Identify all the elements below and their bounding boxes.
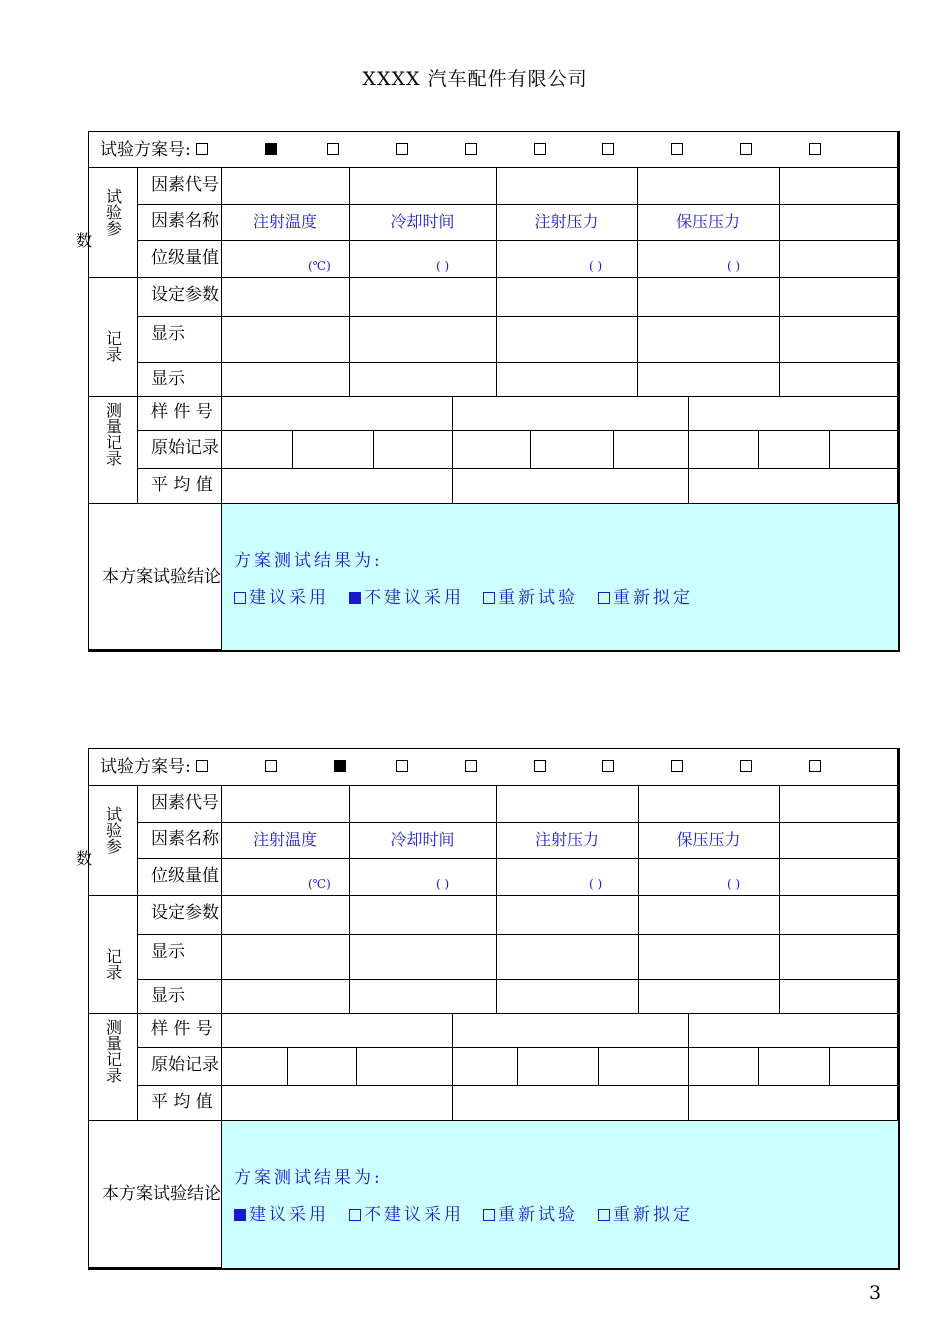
result-label: 方案测试结果为: (234, 551, 383, 571)
factor-name-2: 冷却时间 (390, 830, 455, 849)
row-divider (137, 858, 900, 859)
conclusion-label: 本方案试验结论 (102, 567, 221, 587)
row-label-level-value: 位级量值 (151, 248, 219, 268)
plan-checkbox[interactable] (465, 760, 477, 772)
row-label-display: 显示 (151, 324, 185, 344)
row-label-level-value: 位级量值 (151, 866, 219, 886)
conclusion-background (222, 504, 898, 650)
option-checkbox[interactable] (483, 592, 495, 604)
row-divider (137, 1085, 900, 1086)
factor-name-2: 冷却时间 (390, 212, 455, 231)
option-text: 重新拟定 (613, 1205, 693, 1225)
row-divider (137, 362, 900, 363)
row-label-factor-code: 因素代号 (151, 175, 219, 195)
conclusion-option-1[interactable] (234, 1200, 329, 1225)
col-divider (349, 785, 350, 1013)
plan-checkbox[interactable] (671, 143, 683, 155)
col-divider (530, 430, 531, 468)
col-divider (829, 1047, 830, 1085)
col-divider (452, 396, 453, 503)
conclusion-option-1[interactable] (234, 583, 329, 608)
unit-4: ( ) (727, 877, 741, 891)
plan-checkbox[interactable] (602, 760, 614, 772)
row-divider (137, 204, 900, 205)
option-text: 重新试验 (498, 1205, 578, 1225)
row-label-sample-no: 样 件 号 (151, 402, 213, 422)
plan-checkbox[interactable] (534, 760, 546, 772)
row-label-sample-no: 样 件 号 (151, 1019, 213, 1039)
row-divider (137, 822, 900, 823)
factor-name-3: 注射压力 (535, 830, 600, 849)
col-divider (517, 1047, 518, 1085)
col-divider (137, 167, 138, 503)
row-divider (137, 468, 900, 469)
conclusion-option-2[interactable] (349, 583, 464, 608)
plan-checkbox[interactable] (265, 143, 277, 155)
conclusion-background (222, 1121, 898, 1268)
unit-3: ( ) (589, 259, 603, 273)
plan-checkbox[interactable] (196, 760, 208, 772)
row-divider (137, 430, 900, 431)
company-title: XXXX 汽车配件有限公司 (362, 68, 588, 90)
option-checkbox[interactable] (234, 1209, 246, 1221)
col-divider (638, 785, 639, 1013)
row-label-factor-name: 因素名称 (151, 829, 219, 849)
option-text: 不建议采用 (364, 588, 464, 608)
col-divider (829, 430, 830, 468)
row-label-factor-code: 因素代号 (151, 793, 219, 813)
plan-checkbox[interactable] (327, 143, 339, 155)
conclusion-option-3[interactable] (483, 1200, 578, 1225)
factor-name-4: 保压压力 (676, 212, 741, 231)
col-divider (496, 167, 497, 396)
plan-checkbox[interactable] (740, 143, 752, 155)
plan-checkbox[interactable] (602, 143, 614, 155)
page-number: 3 (869, 1282, 882, 1304)
factor-name-1: 注射温度 (253, 830, 318, 849)
option-checkbox[interactable] (598, 1209, 610, 1221)
unit-4: ( ) (727, 259, 741, 273)
conclusion-option-4[interactable] (598, 583, 693, 608)
group-label-record: 记 录 (105, 947, 122, 982)
option-text: 建议采用 (249, 588, 329, 608)
col-divider (373, 430, 374, 468)
factor-name-1: 注射温度 (253, 212, 318, 231)
row-divider (137, 1047, 900, 1048)
option-text: 不建议采用 (364, 1205, 464, 1225)
row-label-set-param: 设定参数 (151, 903, 219, 923)
factor-name-4: 保压压力 (676, 830, 741, 849)
col-divider (637, 167, 638, 396)
group-divider (88, 503, 900, 504)
plan-checkbox[interactable] (334, 760, 346, 772)
option-checkbox[interactable] (349, 592, 361, 604)
row-divider (137, 979, 900, 980)
conclusion-label: 本方案试验结论 (102, 1184, 221, 1204)
row-label-average: 平 均 值 (151, 475, 213, 495)
plan-checkbox[interactable] (265, 760, 277, 772)
col-divider (496, 785, 497, 1013)
group-label-params: 试 验 参 (105, 805, 122, 856)
unit-2: ( ) (436, 259, 450, 273)
plan-checkbox[interactable] (671, 760, 683, 772)
group-label-params-tail: 数 (76, 849, 93, 868)
col-divider (598, 1047, 599, 1085)
group-divider (88, 1120, 900, 1121)
row-label-display: 显示 (151, 369, 185, 389)
conclusion-option-2[interactable] (349, 1200, 464, 1225)
col-divider (758, 430, 759, 468)
row-label-display: 显示 (151, 986, 185, 1006)
col-divider (221, 785, 222, 1270)
col-divider (137, 785, 138, 1120)
plan-checkbox[interactable] (740, 760, 752, 772)
unit-2: ( ) (436, 877, 450, 891)
plan-checkbox[interactable] (196, 143, 208, 155)
row-label-display: 显示 (151, 942, 185, 962)
row-divider (137, 934, 900, 935)
option-text: 建议采用 (249, 1205, 329, 1225)
plan-checkbox[interactable] (534, 143, 546, 155)
col-divider (688, 1013, 689, 1120)
plan-checkbox[interactable] (809, 760, 821, 772)
conclusion-option-3[interactable] (483, 583, 578, 608)
col-divider (613, 430, 614, 468)
option-text: 重新试验 (498, 588, 578, 608)
col-divider (452, 1013, 453, 1120)
row-divider (137, 316, 900, 317)
col-divider (292, 430, 293, 468)
group-label-params: 试 验 参 (105, 187, 122, 238)
group-divider (88, 396, 900, 397)
col-divider (758, 1047, 759, 1085)
factor-name-3: 注射压力 (534, 212, 599, 231)
group-label-params-tail: 数 (76, 231, 93, 250)
col-divider (349, 167, 350, 396)
unit-1: (℃) (308, 259, 331, 273)
option-checkbox[interactable] (598, 592, 610, 604)
row-label-raw-record: 原始记录 (151, 1055, 219, 1075)
group-divider (88, 1013, 900, 1014)
option-checkbox[interactable] (349, 1209, 361, 1221)
plan-checkbox[interactable] (465, 143, 477, 155)
plan-checkbox[interactable] (396, 760, 408, 772)
unit-3: ( ) (589, 877, 603, 891)
plan-checkbox[interactable] (396, 143, 408, 155)
col-divider (688, 396, 689, 503)
row-label-average: 平 均 值 (151, 1092, 213, 1112)
col-divider (287, 1047, 288, 1085)
row-label-factor-name: 因素名称 (151, 211, 219, 231)
result-label: 方案测试结果为: (234, 1168, 383, 1188)
row-label-set-param: 设定参数 (151, 285, 219, 305)
conclusion-option-4[interactable] (598, 1200, 693, 1225)
group-label-measure: 测 量 记 录 (105, 401, 122, 468)
option-checkbox[interactable] (483, 1209, 495, 1221)
col-divider (779, 167, 780, 396)
group-label-measure: 测 量 记 录 (105, 1018, 122, 1085)
plan-checkbox[interactable] (809, 143, 821, 155)
row-label-raw-record: 原始记录 (151, 438, 219, 458)
plan-number-label: 试验方案号: (100, 757, 191, 777)
group-label-record: 记 录 (105, 329, 122, 364)
col-divider (356, 1047, 357, 1085)
option-checkbox[interactable] (234, 592, 246, 604)
col-divider (221, 167, 222, 652)
option-text: 重新拟定 (613, 588, 693, 608)
col-divider (779, 785, 780, 1013)
row-divider (137, 240, 900, 241)
plan-number-label: 试验方案号: (100, 140, 191, 160)
unit-1: (℃) (308, 877, 331, 891)
